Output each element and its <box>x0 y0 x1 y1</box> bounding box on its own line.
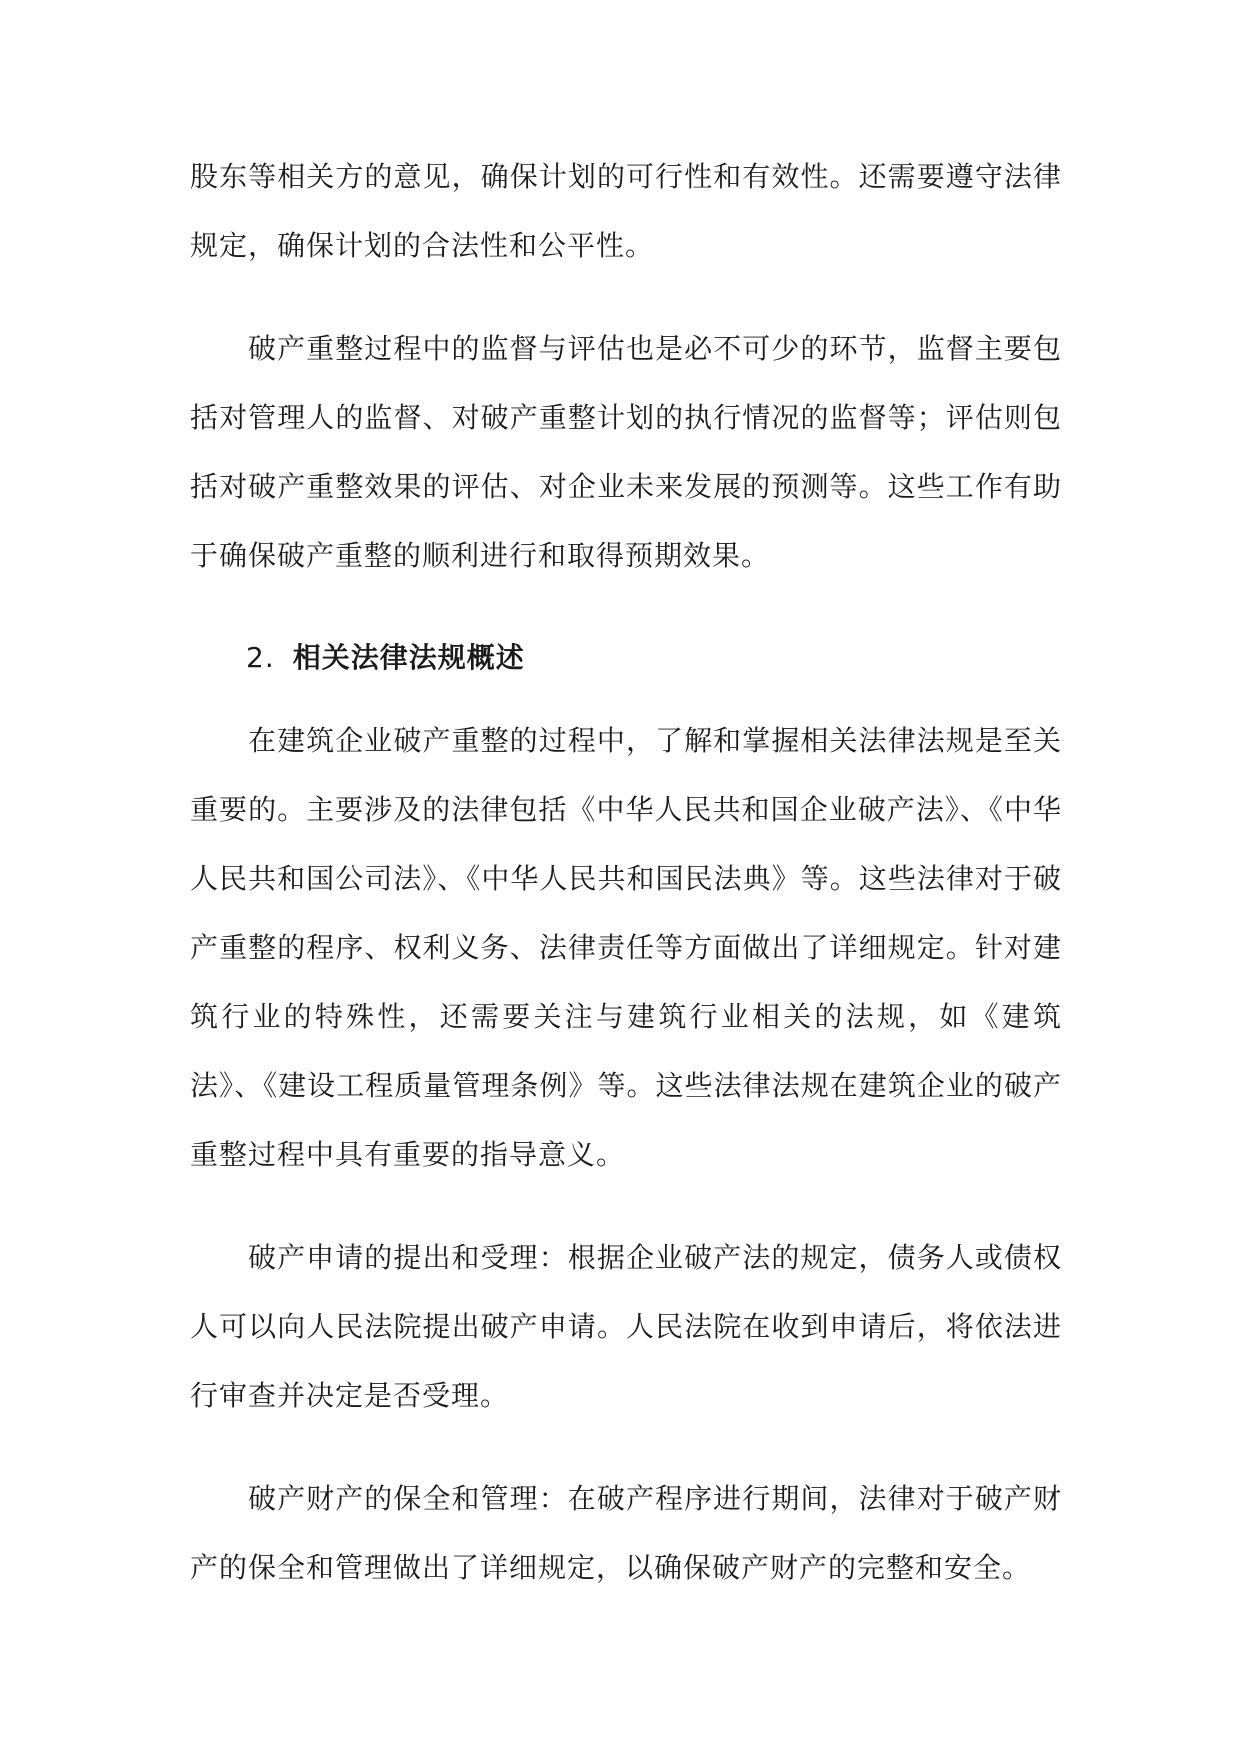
paragraph-bankruptcy-application: 破产申请的提出和受理：根据企业破产法的规定，债务人或债权人可以向人民法院提出破产申请。人民法院在收到申请后，将依法进行审查并决定是否受理。 <box>190 1241 1062 1412</box>
section-heading <box>190 638 1062 678</box>
section-number: 2. <box>246 641 275 674</box>
paragraph-laws-overview: 在建筑企业破产重整的过程中，了解和掌握相关法律法规是至关重要的。主要涉及的法律包括《中华人民共和国企业破产法》、《中华人民共和国公司法》、《中华人民共和国民法典》等。这些法律对于破产重整的程序、权利义务、法律责任等方面做出了详细规定。针对建筑行业的特殊性，还需要关注与建筑行业相关的法规，如《建筑法》、《建设工程质量管理条例》等。这些法律法规在建筑企业的破产重整过程中具有重要的指导意义。 <box>190 724 1062 1171</box>
paragraph-continuation: 股东等相关方的意见，确保计划的可行性和有效性。还需要遵守法律规定，确保计划的合法性和公平性。 <box>190 160 1062 262</box>
document-page <box>190 142 1062 1636</box>
paragraph-supervision: 破产重整过程中的监督与评估也是必不可少的环节，监督主要包括对管理人的监督、对破产重整计划的执行情况的监督等；评估则包括对破产重整效果的评估、对企业未来发展的预测等。这些工作有助于确保破产重整的顺利进行和取得预期效果。 <box>190 332 1062 572</box>
paragraph-property-preservation: 破产财产的保全和管理：在破产程序进行期间，法律对于破产财产的保全和管理做出了详细规定，以确保破产财产的完整和安全。 <box>190 1482 1062 1584</box>
section-title: 相关法律法规概述 <box>292 641 525 674</box>
